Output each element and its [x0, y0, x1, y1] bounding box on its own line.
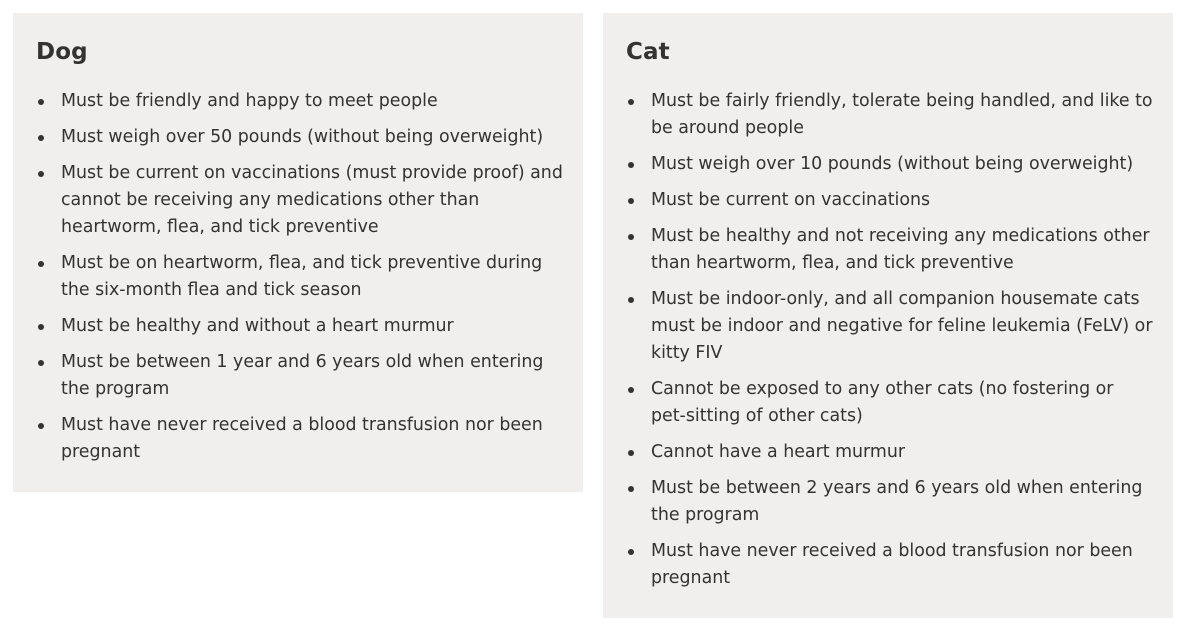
list-item: [626, 439, 1153, 466]
list-item-text: Must have never received a blood transfusion nor been pregnant: [61, 415, 543, 462]
cat-card-title: Cat: [626, 39, 670, 65]
cat-requirements-list: [626, 88, 1153, 592]
bullet-icon: [38, 135, 44, 141]
list-item-text: Must be fairly friendly, tolerate being handled, and like to be around people: [651, 91, 1153, 138]
bullet-icon: [628, 162, 634, 168]
dog-requirements-card: [13, 13, 583, 492]
list-item-text: Must be indoor-only, and all companion housemate cats must be indoor and negative for feline leukemia (FeLV) or kitty FIV: [651, 289, 1153, 363]
list-item-text: Must be current on vaccinations: [651, 190, 931, 210]
bullet-icon: [628, 486, 634, 492]
list-item: [626, 538, 1153, 592]
list-item-text: Must be friendly and happy to meet people: [61, 91, 438, 111]
bullet-icon: [628, 297, 634, 303]
list-item-text: Must weigh over 10 pounds (without being overweight): [651, 154, 1134, 174]
list-item-text: Must be healthy and without a heart murmur: [61, 316, 454, 336]
cat-requirements-card: [603, 13, 1173, 618]
list-item: [36, 349, 563, 403]
list-item: [626, 223, 1153, 277]
bullet-icon: [38, 360, 44, 366]
list-item: [626, 286, 1153, 367]
list-item: [36, 412, 563, 466]
list-item-text: Cannot have a heart murmur: [651, 442, 906, 462]
dog-card-title: Dog: [36, 39, 88, 65]
list-item-text: Must be current on vaccinations (must provide proof) and cannot be receiving any medications other than heartworm, flea, and tick preventive: [61, 163, 563, 237]
list-item-text: Must be between 1 year and 6 years old when entering the program: [61, 352, 544, 399]
bullet-icon: [628, 387, 634, 393]
list-item: [626, 151, 1153, 178]
list-item-text: Must weigh over 50 pounds (without being overweight): [61, 127, 544, 147]
list-item: [36, 124, 563, 151]
list-item: [626, 187, 1153, 214]
bullet-icon: [38, 423, 44, 429]
list-item: [36, 160, 563, 241]
bullet-icon: [628, 234, 634, 240]
list-item: [36, 88, 563, 115]
bullet-icon: [38, 261, 44, 267]
bullet-icon: [628, 549, 634, 555]
list-item: [36, 250, 563, 304]
list-item: [626, 475, 1153, 529]
bullet-icon: [38, 324, 44, 330]
list-item: [626, 376, 1153, 430]
list-item: [626, 88, 1153, 142]
list-item-text: Must be healthy and not receiving any medications other than heartworm, flea, and tick preventive: [651, 226, 1150, 273]
list-item-text: Cannot be exposed to any other cats (no fostering or pet-sitting of other cats): [651, 379, 1114, 426]
bullet-icon: [38, 99, 44, 105]
list-item-text: Must be on heartworm, flea, and tick preventive during the six-month flea and tick season: [61, 253, 543, 300]
bullet-icon: [628, 99, 634, 105]
bullet-icon: [628, 198, 634, 204]
list-item-text: Must have never received a blood transfusion nor been pregnant: [651, 541, 1133, 588]
list-item: [36, 313, 563, 340]
bullet-icon: [628, 450, 634, 456]
dog-requirements-list: [36, 88, 563, 466]
list-item-text: Must be between 2 years and 6 years old when entering the program: [651, 478, 1143, 525]
bullet-icon: [38, 171, 44, 177]
